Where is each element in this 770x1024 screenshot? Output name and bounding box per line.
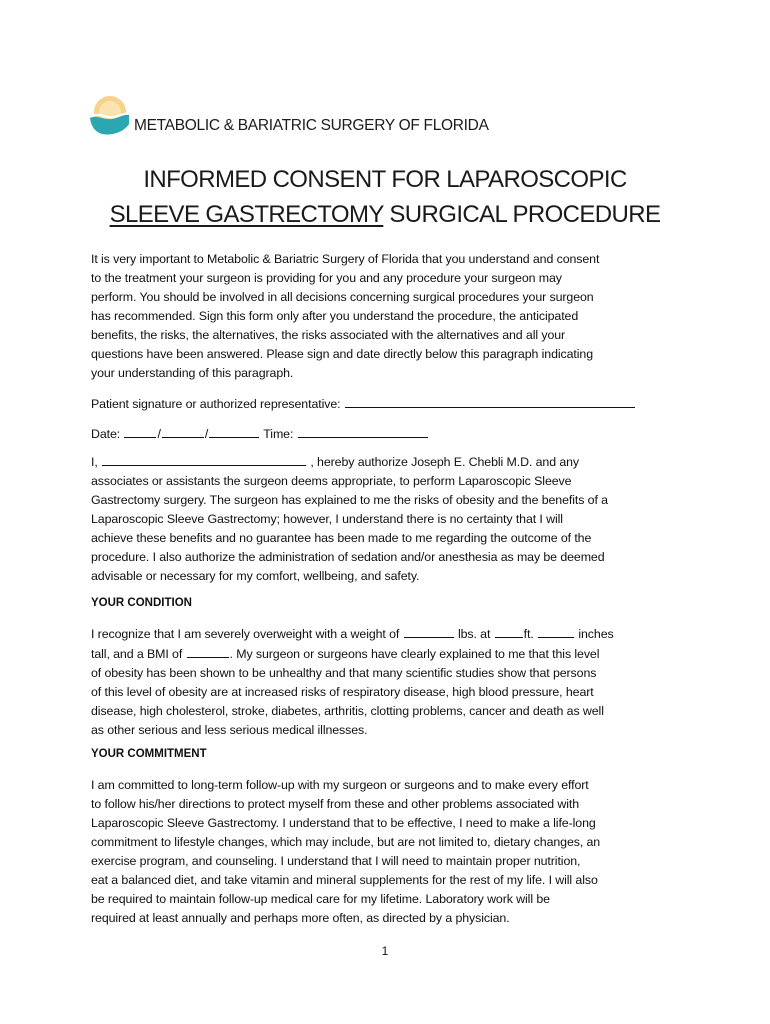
authorization-line: procedure. I also authorize the administration of sedation and/or anesthesia as may be deemed bbox=[91, 550, 605, 564]
document-title-line-1: INFORMED CONSENT FOR LAPAROSCOPIC bbox=[143, 166, 627, 193]
intro-line: questions have been answered. Please sign and date directly below this paragraph indicating bbox=[91, 347, 594, 361]
condition-line: of obesity has been shown to be unhealthy and that many scientific studies show that persons bbox=[91, 666, 597, 680]
intro-line: has recommended. Sign this form only after you understand the procedure, the anticipated bbox=[91, 309, 579, 323]
time-label: Time: bbox=[263, 427, 294, 441]
intro-line: your understanding of this paragraph. bbox=[91, 366, 294, 380]
date-time-row bbox=[91, 424, 683, 444]
date-separator: / bbox=[204, 427, 209, 441]
commitment-line: required at least annually and perhaps more often, as directed by a physician. bbox=[91, 911, 510, 925]
authorization-prefix: I, bbox=[91, 455, 98, 469]
authorization-line: , hereby authorize Joseph E. Chebli M.D. and any bbox=[310, 455, 580, 469]
commitment-line: exercise program, and counseling. I understand that I will need to maintain proper nutrition, bbox=[91, 854, 581, 868]
condition-line: of this level of obesity are at increased risks of respiratory disease, high blood pressure, heart bbox=[91, 685, 594, 699]
date-year-field[interactable] bbox=[209, 424, 259, 438]
condition-line: as other serious and less serious medical illnesses. bbox=[91, 723, 368, 737]
commitment-line: to follow his/her directions to protect myself from these and other problems associated with bbox=[91, 797, 580, 811]
title-rest: SURGICAL PROCEDURE bbox=[383, 201, 661, 228]
condition-heading: YOUR CONDITION bbox=[91, 597, 192, 609]
commitment-paragraph bbox=[91, 776, 683, 928]
authorization-paragraph bbox=[91, 452, 683, 586]
authorization-line: achieve these benefits and no guarantee has been made to me regarding the outcome of the bbox=[91, 531, 592, 545]
weight-field[interactable] bbox=[404, 624, 454, 638]
sun-wave-logo-icon bbox=[88, 94, 130, 136]
date-month-field[interactable] bbox=[124, 424, 156, 438]
condition-text: . My surgeon or surgeons have clearly explained to me that this level bbox=[229, 647, 600, 661]
organization-name: METABOLIC & BARIATRIC SURGERY OF FLORIDA bbox=[134, 117, 489, 134]
commitment-line: commitment to lifestyle changes, which may include, but are not limited to, dietary changes, an bbox=[91, 835, 601, 849]
date-label: Date: bbox=[91, 427, 121, 441]
authorization-line: Gastrectomy surgery. The surgeon has explained to me the risks of obesity and the benefits of a bbox=[91, 493, 608, 507]
commitment-line: I am committed to long-term follow-up with my surgeon or surgeons and to make every effort bbox=[91, 778, 589, 792]
authorization-line: Laparoscopic Sleeve Gastrectomy; however, I understand there is no certainty that I will bbox=[91, 512, 563, 526]
commitment-line: eat a balanced diet, and take vitamin and mineral supplements for the rest of my life. I will also bbox=[91, 873, 598, 887]
patient-name-field[interactable] bbox=[102, 452, 306, 466]
condition-text: lbs. at bbox=[457, 627, 491, 641]
intro-line: It is very important to Metabolic & Bariatric Surgery of Florida that you understand and consent bbox=[91, 252, 600, 266]
condition-line: disease, high cholesterol, stroke, diabetes, arthritis, clotting problems, cancer and death as well bbox=[91, 704, 604, 718]
bmi-field[interactable] bbox=[187, 644, 229, 658]
signature-field[interactable] bbox=[345, 394, 635, 408]
signature-label: Patient signature or authorized representative: bbox=[91, 397, 341, 411]
commitment-line: Laparoscopic Sleeve Gastrectomy. I understand that to be effective, I need to make a life-long bbox=[91, 816, 596, 830]
intro-line: perform. You should be involved in all decisions concerning surgical procedures your surgeon bbox=[91, 290, 594, 304]
title-underlined-part: SLEEVE GASTRECTOMY bbox=[109, 201, 384, 228]
condition-paragraph bbox=[91, 624, 683, 740]
condition-text: tall, and a BMI of bbox=[91, 647, 183, 661]
commitment-line: be required to maintain follow-up medical care for my lifetime. Laboratory work will be bbox=[91, 892, 550, 906]
intro-line: to the treatment your surgeon is providing for you and any procedure your surgeon may bbox=[91, 271, 562, 285]
signature-row bbox=[91, 394, 683, 414]
intro-paragraph bbox=[91, 250, 683, 383]
authorization-line: associates or assistants the surgeon deems appropriate, to perform Laparoscopic Sleeve bbox=[91, 474, 572, 488]
time-field[interactable] bbox=[298, 424, 428, 438]
date-day-field[interactable] bbox=[162, 424, 204, 438]
condition-text: inches bbox=[578, 627, 614, 641]
document-title-line-2 bbox=[0, 201, 770, 229]
height-inches-field[interactable] bbox=[538, 624, 574, 638]
intro-line: benefits, the risks, the alternatives, the risks associated with the alternatives and all your bbox=[91, 328, 566, 342]
condition-text: ft. bbox=[523, 627, 534, 641]
height-feet-field[interactable] bbox=[495, 624, 523, 638]
commitment-heading: YOUR COMMITMENT bbox=[91, 748, 207, 760]
page-number: 1 bbox=[381, 944, 389, 958]
date-separator: / bbox=[157, 427, 161, 441]
condition-text: I recognize that I am severely overweight with a weight of bbox=[91, 627, 400, 641]
authorization-line: advisable or necessary for my comfort, wellbeing, and safety. bbox=[91, 569, 420, 583]
